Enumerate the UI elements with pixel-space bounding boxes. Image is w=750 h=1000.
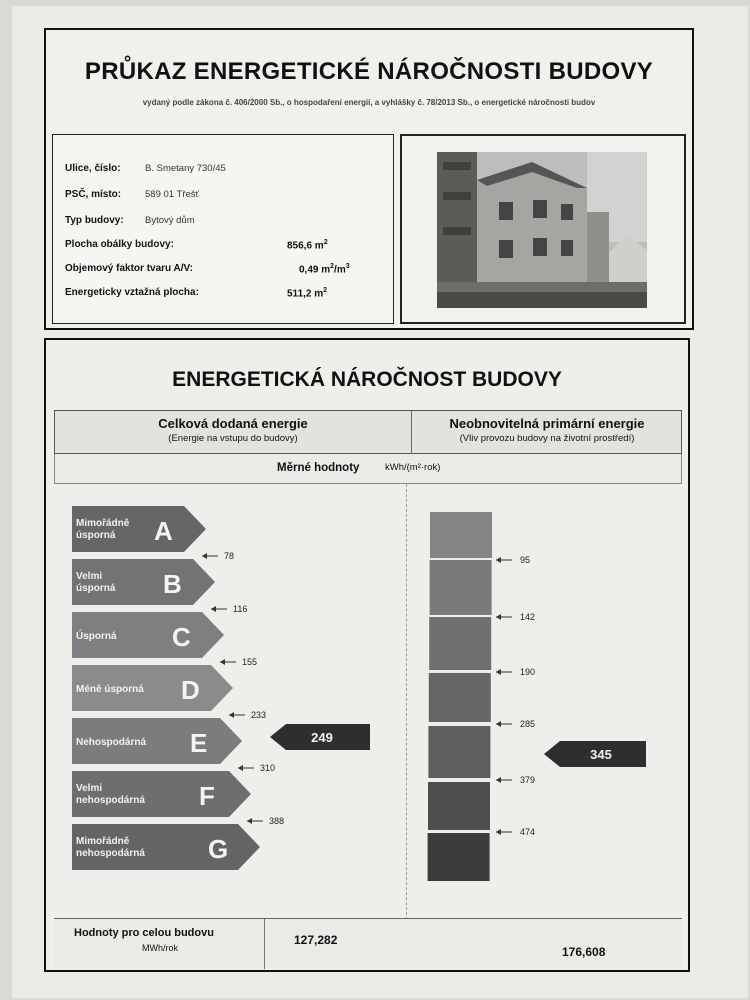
certificate-header-box xyxy=(44,28,694,330)
left-threshold-value: 155 xyxy=(242,657,258,667)
whole-building-unit: MWh/rok xyxy=(142,943,178,953)
primary-energy-bar xyxy=(430,512,492,558)
left-threshold-arrow xyxy=(229,712,234,718)
primary-energy-title: Neobnovitelná primární energie xyxy=(449,416,645,431)
right-threshold-arrow xyxy=(496,557,501,563)
building-photo-frame xyxy=(400,134,686,324)
class-letter-g: G xyxy=(208,834,229,864)
class-letter-f: F xyxy=(199,781,215,811)
class-label-b: Velmi xyxy=(76,571,103,582)
primary-energy-subtitle: (Vliv provozu budovy na životní prostředí) xyxy=(459,433,635,444)
certificate-subtitle: vydaný podle zákona č. 406/2000 Sb., o hospodaření energií, a vyhlášky č. 78/2013 Sb., o energetické náročnosti budov xyxy=(142,98,596,107)
building-photo xyxy=(437,152,647,308)
class-label2-a: úsporná xyxy=(76,530,116,541)
class-letter-a: A xyxy=(154,516,173,546)
class-label-c: Úsporná xyxy=(76,631,117,642)
class-label-g: Mimořádně xyxy=(76,836,130,847)
street-value: B. Smetany 730/45 xyxy=(145,163,226,174)
delivered-energy-subtitle: (Energie na vstupu do budovy) xyxy=(168,433,298,444)
shape-factor-label: Objemový faktor tvaru A/V: xyxy=(65,263,193,274)
right-threshold-value: 190 xyxy=(520,667,536,677)
energy-scale-graphic xyxy=(46,340,692,974)
left-threshold-arrow xyxy=(211,606,216,612)
psc-label: PSČ, místo: xyxy=(65,189,122,200)
building-type-value: Bytový dům xyxy=(145,215,195,226)
delivered-energy-indicator-value: 249 xyxy=(311,730,333,745)
section-title: ENERGETICKÁ NÁROČNOST BUDOVY xyxy=(172,368,562,391)
whole-building-delivered-value: 127,282 xyxy=(294,933,338,947)
street-label: Ulice, číslo: xyxy=(65,163,121,174)
class-arrow-b xyxy=(72,559,215,605)
delivered-energy-title: Celková dodaná energie xyxy=(158,416,308,431)
right-threshold-arrow xyxy=(496,669,501,675)
psc-value: 589 01 Třešť xyxy=(145,189,200,200)
envelope-area-label: Plocha obálky budovy: xyxy=(65,239,174,250)
class-label2-f: nehospodárná xyxy=(76,795,145,806)
class-label-a: Mimořádně xyxy=(76,518,130,529)
class-letter-c: C xyxy=(172,622,191,652)
right-threshold-arrow xyxy=(496,614,501,620)
class-label-d: Méně úsporná xyxy=(76,684,144,695)
energy-performance-box xyxy=(44,338,690,972)
class-arrow-f xyxy=(72,771,251,817)
left-threshold-arrow xyxy=(238,765,243,771)
left-threshold-value: 233 xyxy=(251,710,267,720)
right-threshold-value: 379 xyxy=(520,775,536,785)
primary-energy-bar xyxy=(430,560,492,615)
primary-energy-bar xyxy=(428,726,490,778)
class-label2-b: úsporná xyxy=(76,583,116,594)
right-threshold-value: 285 xyxy=(520,719,536,729)
building-info-box xyxy=(52,134,394,324)
left-threshold-arrow xyxy=(220,659,225,665)
certificate-title: PRŮKAZ ENERGETICKÉ NÁROČNOSTI BUDOVY xyxy=(84,58,654,85)
right-threshold-value: 95 xyxy=(520,555,531,565)
primary-energy-bar xyxy=(428,782,490,830)
right-threshold-arrow xyxy=(496,721,501,727)
class-label-e: Nehospodárná xyxy=(76,737,147,748)
right-threshold-arrow xyxy=(496,829,501,835)
left-threshold-value: 116 xyxy=(233,604,248,614)
whole-building-row xyxy=(54,918,682,968)
left-threshold-value: 310 xyxy=(260,763,276,773)
left-threshold-arrow xyxy=(247,818,252,824)
primary-energy-bar xyxy=(428,833,490,881)
left-threshold-arrow xyxy=(202,553,207,559)
shape-factor-value: 0,49 $m^2/m^3$ xyxy=(299,263,350,276)
primary-energy-bar xyxy=(429,673,491,722)
right-threshold-value: 474 xyxy=(520,827,536,837)
primary-energy-indicator-value: 345 xyxy=(590,747,612,762)
left-threshold-value: 388 xyxy=(269,816,285,826)
envelope-area-value: 856,6 $m^2$ xyxy=(287,239,328,252)
building-type-label: Typ budovy: xyxy=(65,215,124,226)
footer-divider xyxy=(264,919,265,969)
primary-energy-bar xyxy=(429,617,491,670)
left-threshold-value: 78 xyxy=(224,551,235,561)
whole-building-primary-value: 176,608 xyxy=(562,945,606,959)
right-threshold-value: 142 xyxy=(520,612,536,622)
class-letter-d: D xyxy=(181,675,200,705)
units-value: kWh/(m²·rok) xyxy=(385,462,441,473)
class-letter-b: B xyxy=(163,569,182,599)
class-arrow-g xyxy=(72,824,260,870)
right-threshold-arrow xyxy=(496,777,501,783)
units-label: Měrné hodnoty xyxy=(277,462,360,474)
whole-building-label: Hodnoty pro celou budovu xyxy=(74,927,214,939)
class-letter-e: E xyxy=(190,728,208,758)
reference-area-value: 511,2 $m^2$ xyxy=(287,287,328,300)
reference-area-label: Energeticky vztažná plocha: xyxy=(65,287,199,298)
class-label2-g: nehospodárná xyxy=(76,848,145,859)
class-label-f: Velmi xyxy=(76,783,103,794)
class-arrow-a xyxy=(72,506,206,552)
